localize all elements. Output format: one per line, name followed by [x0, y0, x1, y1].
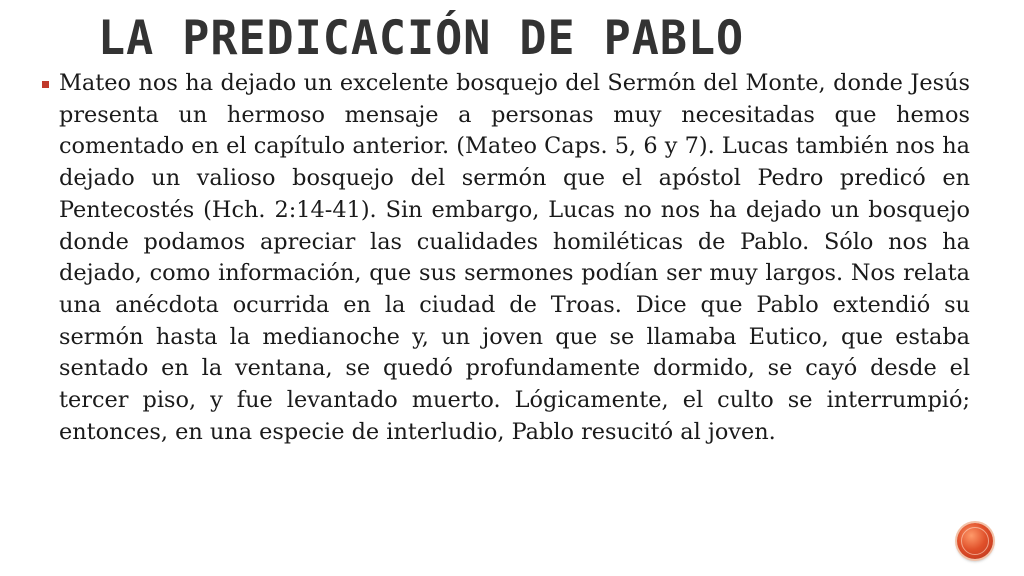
bullet-text: Mateo nos ha dejado un excelente bosquejo del Sermón del Monte, donde Jesús presenta un hermoso mensaje a personas muy necesitadas que hemos comentado en el capítulo anterior. (Mateo Caps. 5, 6 y 7). Lucas también nos ha dejado un valioso bosquejo del sermón que el apóstol Pedro predicó en Pentecostés (Hch. 2:14-41). Sin embargo, Lucas no nos ha dejado un bosquejo donde podamos apreciar las cualidades homiléticas de Pablo. Sólo nos ha dejado, como información, que sus sermones podían ser muy largos. Nos relata una anécdota ocurrida en la ciudad de Troas. Dice que Pablo extendió su sermón hasta la medianoche y, un joven que se llamaba Eutico, que estaba sentado en la ventana, se quedó profundamente dormido, se cayó desde el tercer piso, y fue levantado muerto. Lógicamente, el culto se interrumpió; entonces, en una especie de interludio, Pablo resucitó al joven. — [59, 70, 970, 445]
slide-nav-button[interactable] — [957, 523, 993, 559]
slide-content — [42, 68, 970, 448]
bullet-item — [42, 68, 970, 448]
slide-title: LA PREDICACIÓN DE PABLO — [98, 10, 745, 66]
bullet-marker-icon — [42, 68, 59, 88]
